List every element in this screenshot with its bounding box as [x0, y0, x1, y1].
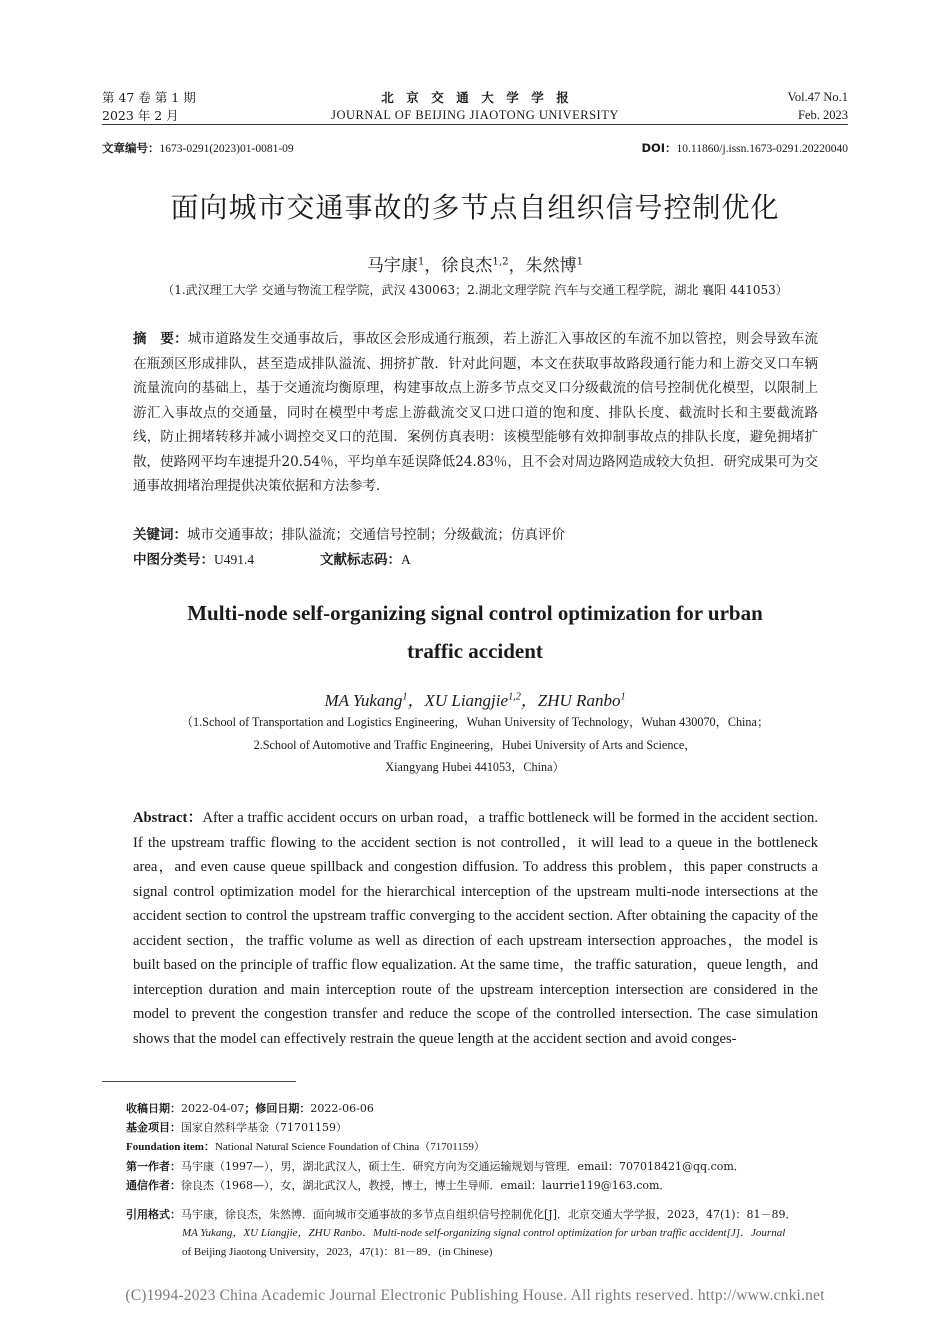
footnote-citation-en-1: MA Yukang，XU Liangjie，ZHU Ranbo．Multi-node self-organizing signal control optimization for urban traffic accident[J]．Journal	[182, 1227, 786, 1239]
footnotes	[126, 1099, 851, 1262]
citation-zh-text: 马宇康，徐良杰，朱然博．面向城市交通事故的多节点自组织信号控制优化[J]．北京交通大学学报，2023，47(1)：81－89．	[181, 1208, 797, 1221]
corresponding-text: 徐良杰（1968—），女，湖北武汉人，教授，博士，博士生导师．email：laurrie119@163.com．	[181, 1179, 671, 1192]
author-zh-3: 朱然博	[525, 256, 577, 276]
fund-text: 国家自然科学基金（71701159）	[181, 1121, 347, 1134]
header-volume-en: Vol.47 No.1	[787, 90, 848, 104]
footnote-citation-zh	[126, 1205, 851, 1224]
article-number	[102, 140, 294, 156]
corresponding-label: 通信作者：	[126, 1179, 181, 1192]
footnote-rule	[102, 1081, 296, 1082]
header-date-en: Feb. 2023	[798, 108, 848, 122]
affiliation-en-line-1: （1.School of Transportation and Logistics Engineering，Wuhan University of Technology，Wuhan 430070，China；	[180, 715, 770, 729]
abstract-en	[133, 806, 818, 1051]
author-zh-3-sup: 1	[576, 256, 584, 268]
author-en-2: XU Liangjie	[424, 691, 509, 710]
footnote-fund	[126, 1118, 851, 1137]
footnote-dates	[126, 1099, 851, 1118]
revised-label: ；修回日期：	[244, 1102, 311, 1115]
author-en-3: ZHU Ranbo	[537, 691, 621, 710]
title-en	[100, 598, 850, 667]
footnote-citation-en-2: of Beijing Jiaotong University，2023，47(1)：81－89．(in Chinese)	[182, 1246, 493, 1258]
header-rule	[102, 124, 848, 125]
abstract-zh	[133, 327, 818, 499]
clc-value: U491.4	[214, 552, 255, 567]
clc-label: 中图分类号：	[133, 552, 214, 568]
footnote-fund-en	[126, 1137, 851, 1157]
abstract-en-text: After a traffic accident occurs on urban road，a traffic bottleneck will be formed in the accident section. If the upstream traffic flowing to the accident section is not controlled，it will lead to a queue in the bottleneck area，and even cause queue spillback and congestion diffusion. To address this problem，this paper constructs a signal control optimization model for the hierarchical interception of the upstream multi-node intersections at the accident section to control the upstream traffic converging to the accident section. After obtaining the capacity of the accident section，the traffic volume as well as direction of each upstream intersection approaches，the model is built based on the principle of traffic flow equalization. At the same time，the traffic saturation，queue length，and interception duration and main interception route of the upstream interception intersection are considered in the model to prevent the congestion transfer and reduce the scope of the controlled intersection. The case simulation shows that the model can effectively restrain the queue length at the accident section and avoid conges-	[133, 810, 818, 1047]
received-date: 2022-04-07	[181, 1102, 245, 1115]
footnote-corresponding	[126, 1176, 851, 1195]
title-zh: 面向城市交通事故的多节点自组织信号控制优化	[170, 191, 780, 224]
title-en-line-1: Multi-node self-organizing signal control optimization for urban	[187, 601, 763, 625]
keywords-zh-label: 关键词：	[133, 527, 187, 543]
document-code	[320, 548, 411, 568]
author-en-1-sup: 1	[402, 691, 408, 703]
author-zh-2-sup: 1,2	[492, 256, 509, 268]
header-volume-zh: 第 47 卷 第 1 期	[102, 90, 196, 105]
doi	[641, 140, 848, 156]
copyright-line: (C)1994-2023 China Academic Journal Electronic Publishing House. All rights reserved. http://www.cnki.net	[125, 1287, 825, 1304]
first-author-label: 第一作者：	[126, 1160, 181, 1173]
author-zh-2: 徐良杰	[441, 256, 493, 276]
received-label: 收稿日期：	[126, 1102, 181, 1115]
author-en-3-sup: 1	[620, 691, 626, 703]
clc-number	[133, 548, 254, 568]
authors-zh: 马宇康$^1$，徐良杰$^{1,2}$，朱然博$^1$	[366, 256, 584, 276]
header-date-zh: 2023 年 2 月	[102, 108, 179, 123]
author-zh-1: 马宇康	[366, 256, 418, 276]
article-number-value: 1673-0291(2023)01-0081-09	[159, 143, 294, 155]
article-number-label: 文章编号：	[102, 141, 160, 155]
document-code-label: 文献标志码：	[320, 552, 401, 568]
author-zh-1-sup: 1	[417, 256, 425, 268]
header-journal-zh: 北 京 交 通 大 学 学 报	[381, 90, 569, 105]
authors-en: MA Yukang$^1$，XU Liangjie$^{1,2}$，ZHU Ranbo$^1$	[324, 691, 626, 710]
first-author-text: 马宇康（1997—），男，湖北武汉人，硕士生．研究方向为交通运输规划与管理．email：707018421@qq.com．	[181, 1160, 745, 1173]
citation-label: 引用格式：	[126, 1208, 181, 1221]
title-en-line-2: traffic accident	[407, 639, 543, 663]
affiliation-zh: （1.武汉理工大学 交通与物流工程学院，武汉 430063；2.湖北文理学院 汽车与交通工程学院，湖北 襄阳 441053）	[162, 283, 788, 297]
revised-date: 2022-06-06	[310, 1102, 374, 1115]
fund-en-label: Foundation item：	[126, 1141, 215, 1153]
affiliation-en-line-3: Xiangyang Hubei 441053，China）	[385, 760, 565, 774]
doi-value: 10.11860/j.issn.1673-0291.20220040	[676, 143, 848, 155]
affiliation-en	[100, 711, 850, 779]
abstract-zh-text: 城市道路发生交通事故后，事故区会形成通行瓶颈，若上游汇入事故区的车流不加以管控，则会导致车流在瓶颈区形成排队，甚至造成排队溢流、拥挤扩散．针对此问题，本文在获取事故路段通行能力和上游交叉口车辆流量流向的基础上，基于交通流均衡原理，构建事故点上游多节点交叉口分级截流的信号控制优化模型，以限制上游汇入事故点的交通量，同时在模型中考虑上游截流交叉口进口道的饱和度、排队长度、截流时长和主要截流路线，防止拥堵转移并减小调控交叉口的范围．案例仿真表明：该模型能够有效抑制事故点的排队长度，避免拥堵扩散，使路网平均车速提升20.54％，平均单车延误降低24.83％，且不会对周边路网造成较大负担．研究成果可为交通事故拥堵治理提供决策依据和方法参考．	[133, 331, 819, 494]
author-en-2-sup: 1,2	[508, 691, 521, 703]
fund-en-text: National Natural Science Foundation of China（71701159）	[214, 1141, 485, 1153]
fund-label: 基金项目：	[126, 1121, 181, 1134]
author-en-1: MA Yukang	[324, 691, 403, 710]
abstract-en-label: Abstract：	[133, 810, 203, 826]
doi-label: DOI：	[641, 141, 677, 155]
affiliation-en-line-2: 2.School of Automotive and Traffic Engineering，Hubei University of Arts and Science，	[253, 737, 697, 752]
keywords-zh-text: 城市交通事故；排队溢流；交通信号控制；分级截流；仿真评价	[187, 527, 565, 543]
footnote-first-author	[126, 1157, 851, 1176]
document-code-value: A	[401, 552, 411, 567]
keywords-zh	[133, 523, 565, 543]
header-journal-en: JOURNAL OF BEIJING JIAOTONG UNIVERSITY	[331, 108, 619, 122]
abstract-zh-label: 摘 要：	[133, 331, 188, 347]
